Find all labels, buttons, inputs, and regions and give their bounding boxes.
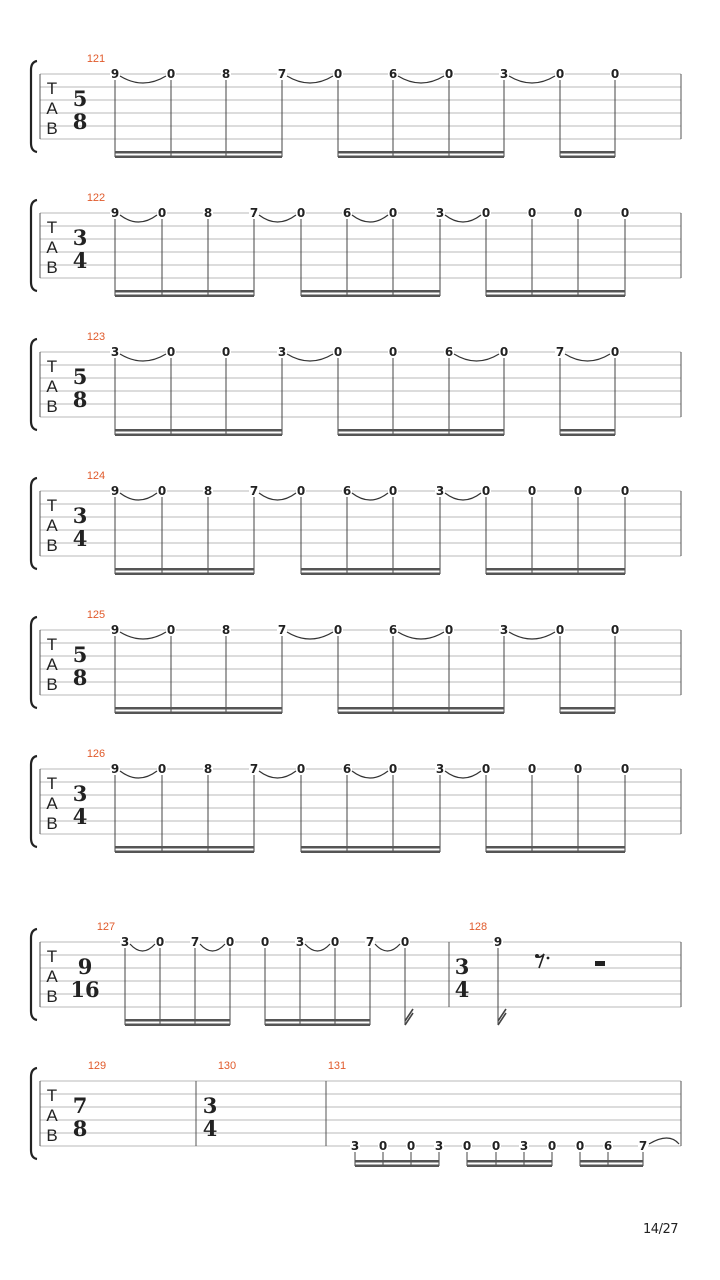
time-signature-denominator: 4 — [454, 977, 470, 1002]
tab-clef-letter: T — [46, 496, 58, 515]
time-signature-denominator: 8 — [72, 387, 88, 412]
tie-arc — [445, 493, 481, 500]
fret-number: 3 — [435, 484, 445, 498]
beam — [560, 707, 615, 710]
fret-number: 3 — [120, 935, 130, 949]
fret-number: 0 — [333, 623, 343, 637]
beam — [115, 568, 254, 571]
beam — [338, 434, 504, 437]
beam — [301, 573, 440, 576]
tie-arc — [305, 944, 330, 951]
fret-number: 0 — [166, 345, 176, 359]
fret-number: 6 — [388, 67, 398, 81]
fret-number: 0 — [610, 67, 620, 81]
fret-number: 0 — [400, 935, 410, 949]
tab-clef-letter: B — [46, 397, 58, 416]
beam — [115, 851, 254, 854]
beam — [301, 851, 440, 854]
time-signature-numerator: 7 — [72, 1093, 88, 1118]
tab-clef-letter: A — [46, 516, 58, 535]
beam — [125, 1024, 230, 1027]
fret-number: 0 — [620, 762, 630, 776]
tab-clef-letter: A — [46, 794, 58, 813]
tie-arc — [398, 632, 444, 639]
fret-number: 0 — [610, 345, 620, 359]
beam — [301, 295, 440, 298]
time-signature-denominator: 4 — [72, 804, 88, 829]
time-signature-numerator: 5 — [72, 86, 88, 111]
measure-number: 122 — [86, 192, 106, 204]
note-flag — [405, 1009, 413, 1025]
fret-number: 0 — [260, 935, 270, 949]
beam — [355, 1160, 439, 1163]
tie-arc — [259, 771, 296, 778]
tab-clef-letter: B — [46, 987, 58, 1006]
fret-number: 9 — [493, 935, 503, 949]
tie-arc — [509, 632, 555, 639]
fret-number: 6 — [388, 623, 398, 637]
system-bracket — [31, 929, 37, 1020]
fret-number: 0 — [221, 345, 231, 359]
tie-arc — [287, 632, 333, 639]
page-number: 14/27 — [643, 1222, 678, 1237]
beam — [486, 568, 625, 571]
beam — [115, 846, 254, 849]
tie-arc — [352, 215, 388, 222]
beam — [338, 707, 504, 710]
fret-number: 3 — [499, 67, 509, 81]
time-signature-denominator: 4 — [72, 248, 88, 273]
tab-clef-letter: B — [46, 1126, 58, 1145]
fret-number: 3 — [435, 762, 445, 776]
fret-number: 7 — [249, 206, 259, 220]
system-bracket — [31, 200, 37, 291]
measure-number: 124 — [86, 470, 106, 482]
fret-number: 0 — [296, 206, 306, 220]
time-signature-denominator: 4 — [72, 526, 88, 551]
beam — [338, 156, 504, 159]
fret-number: 0 — [166, 67, 176, 81]
beam — [265, 1019, 370, 1022]
fret-number: 0 — [481, 206, 491, 220]
beam — [115, 434, 282, 437]
rest-dot — [547, 957, 550, 960]
beam — [338, 712, 504, 715]
tie-arc — [259, 215, 296, 222]
measure-number: 121 — [86, 53, 106, 65]
fret-number: 0 — [157, 762, 167, 776]
fret-number: 0 — [378, 1139, 388, 1153]
time-signature-numerator: 3 — [72, 503, 88, 528]
half-rest — [595, 961, 605, 966]
system-bracket — [31, 478, 37, 569]
measure-number: 130 — [217, 1060, 237, 1072]
fret-number: 0 — [527, 762, 537, 776]
fret-number: 0 — [527, 206, 537, 220]
tie-arc — [375, 944, 400, 951]
fret-number: 0 — [610, 623, 620, 637]
fret-number: 0 — [527, 484, 537, 498]
fret-number: 3 — [434, 1139, 444, 1153]
fret-number: 0 — [620, 206, 630, 220]
time-signature-denominator: 8 — [72, 665, 88, 690]
fret-number: 7 — [277, 67, 287, 81]
tab-clef-letter: A — [46, 99, 58, 118]
beam — [115, 573, 254, 576]
time-signature-numerator: 5 — [72, 642, 88, 667]
tab-clef-letter: B — [46, 536, 58, 555]
time-signature-numerator: 3 — [72, 781, 88, 806]
tie-arc — [120, 215, 157, 222]
system-bracket — [31, 61, 37, 152]
tab-clef-letter: A — [46, 238, 58, 257]
fret-number: 7 — [277, 623, 287, 637]
tab-clef-letter: A — [46, 655, 58, 674]
beam — [560, 156, 615, 159]
fret-number: 0 — [406, 1139, 416, 1153]
fret-number: 0 — [573, 484, 583, 498]
fret-number: 0 — [481, 484, 491, 498]
beam — [115, 712, 282, 715]
system-bracket — [31, 756, 37, 847]
beam — [486, 846, 625, 849]
time-signature-numerator: 9 — [77, 954, 93, 979]
fret-number: 7 — [249, 484, 259, 498]
time-signature-denominator: 8 — [72, 109, 88, 134]
beam — [301, 290, 440, 293]
tab-clef-letter: T — [46, 1086, 58, 1105]
beam — [115, 295, 254, 298]
beam — [265, 1024, 370, 1027]
fret-number: 0 — [388, 484, 398, 498]
tie-arc — [445, 215, 481, 222]
fret-number: 0 — [444, 623, 454, 637]
tie-arc — [565, 354, 610, 361]
fret-number: 6 — [603, 1139, 613, 1153]
beam — [486, 290, 625, 293]
tab-clef-letter: T — [46, 357, 58, 376]
eighth-rest-head — [535, 954, 539, 958]
time-signature-denominator: 16 — [70, 977, 100, 1002]
tie-arc — [259, 493, 296, 500]
fret-number: 7 — [555, 345, 565, 359]
tab-clef-letter: A — [46, 967, 58, 986]
fret-number: 8 — [203, 206, 213, 220]
tab-clef-letter: B — [46, 119, 58, 138]
tie-arc — [120, 354, 166, 361]
time-signature-denominator: 4 — [202, 1116, 218, 1141]
fret-number: 0 — [388, 206, 398, 220]
fret-number: 3 — [350, 1139, 360, 1153]
fret-number: 3 — [435, 206, 445, 220]
beam — [301, 568, 440, 571]
time-signature-numerator: 3 — [202, 1093, 218, 1118]
beam — [338, 151, 504, 154]
beam — [355, 1165, 439, 1168]
fret-number: 7 — [190, 935, 200, 949]
fret-number: 0 — [388, 762, 398, 776]
tab-clef-letter: T — [46, 947, 58, 966]
fret-number: 0 — [499, 345, 509, 359]
fret-number: 3 — [110, 345, 120, 359]
fret-number: 6 — [342, 484, 352, 498]
fret-number: 6 — [342, 206, 352, 220]
tab-clef-letter: T — [46, 79, 58, 98]
tie-arc — [398, 76, 444, 83]
fret-number: 0 — [155, 935, 165, 949]
tab-clef-letter: T — [46, 774, 58, 793]
beam — [115, 429, 282, 432]
tab-clef-letter: A — [46, 377, 58, 396]
beam — [560, 434, 615, 437]
time-signature-denominator: 8 — [72, 1116, 88, 1141]
fret-number: 0 — [157, 206, 167, 220]
fret-number: 9 — [110, 206, 120, 220]
fret-number: 9 — [110, 484, 120, 498]
fret-number: 6 — [444, 345, 454, 359]
tab-clef-letter: T — [46, 218, 58, 237]
tie-arc — [352, 493, 388, 500]
beam — [486, 851, 625, 854]
time-signature-numerator: 3 — [72, 225, 88, 250]
measure-number: 123 — [86, 331, 106, 343]
measure-number: 127 — [96, 921, 116, 933]
measure-number: 128 — [468, 921, 488, 933]
fret-number: 0 — [481, 762, 491, 776]
tab-clef-letter: B — [46, 258, 58, 277]
fret-number: 0 — [555, 623, 565, 637]
tie-arc — [352, 771, 388, 778]
time-signature-numerator: 3 — [454, 954, 470, 979]
measure-number: 125 — [86, 609, 106, 621]
fret-number: 0 — [573, 762, 583, 776]
fret-number: 8 — [221, 67, 231, 81]
beam — [560, 712, 615, 715]
tie-arc — [200, 944, 225, 951]
measure-number: 131 — [327, 1060, 347, 1072]
beam — [115, 156, 282, 159]
fret-number: 7 — [365, 935, 375, 949]
fret-number: 0 — [462, 1139, 472, 1153]
beam — [580, 1165, 643, 1168]
tie-arc — [120, 493, 157, 500]
fret-number: 0 — [225, 935, 235, 949]
beam — [467, 1160, 552, 1163]
measure-number: 129 — [87, 1060, 107, 1072]
tie-arc — [120, 632, 166, 639]
tie-arc — [120, 771, 157, 778]
fret-number: 7 — [638, 1139, 648, 1153]
fret-number: 9 — [110, 623, 120, 637]
fret-number: 0 — [491, 1139, 501, 1153]
beam — [115, 151, 282, 154]
fret-number: 0 — [330, 935, 340, 949]
tab-clef-letter: B — [46, 814, 58, 833]
fret-number: 0 — [157, 484, 167, 498]
system-bracket — [31, 617, 37, 708]
system-bracket — [31, 339, 37, 430]
fret-number: 0 — [333, 345, 343, 359]
tab-clef-letter: T — [46, 635, 58, 654]
fret-number: 6 — [342, 762, 352, 776]
tie-arc — [130, 944, 155, 951]
time-signature-numerator: 5 — [72, 364, 88, 389]
system-bracket — [31, 1068, 37, 1159]
fret-number: 0 — [388, 345, 398, 359]
fret-number: 8 — [221, 623, 231, 637]
beam — [125, 1019, 230, 1022]
beam — [467, 1165, 552, 1168]
fret-number: 0 — [555, 67, 565, 81]
fret-number: 3 — [499, 623, 509, 637]
tie-arc — [649, 1138, 679, 1144]
tie-arc — [287, 354, 333, 361]
fret-number: 8 — [203, 762, 213, 776]
beam — [560, 429, 615, 432]
fret-number: 3 — [277, 345, 287, 359]
fret-number: 0 — [547, 1139, 557, 1153]
fret-number: 0 — [620, 484, 630, 498]
fret-number: 0 — [573, 206, 583, 220]
beam — [486, 295, 625, 298]
tab-clef-letter: B — [46, 675, 58, 694]
fret-number: 0 — [333, 67, 343, 81]
note-flag — [498, 1009, 506, 1025]
fret-number: 0 — [444, 67, 454, 81]
tie-arc — [454, 354, 499, 361]
fret-number: 9 — [110, 762, 120, 776]
beam — [486, 573, 625, 576]
tie-arc — [287, 76, 333, 83]
fret-number: 0 — [296, 762, 306, 776]
measure-number: 126 — [86, 748, 106, 760]
beam — [580, 1160, 643, 1163]
beam — [115, 290, 254, 293]
tie-arc — [445, 771, 481, 778]
fret-number: 3 — [519, 1139, 529, 1153]
fret-number: 7 — [249, 762, 259, 776]
fret-number: 0 — [575, 1139, 585, 1153]
beam — [338, 429, 504, 432]
fret-number: 8 — [203, 484, 213, 498]
tie-arc — [120, 76, 166, 83]
beam — [115, 707, 282, 710]
fret-number: 9 — [110, 67, 120, 81]
fret-number: 3 — [295, 935, 305, 949]
tab-clef-letter: A — [46, 1106, 58, 1125]
tie-arc — [509, 76, 555, 83]
beam — [560, 151, 615, 154]
fret-number: 0 — [166, 623, 176, 637]
fret-number: 0 — [296, 484, 306, 498]
beam — [301, 846, 440, 849]
